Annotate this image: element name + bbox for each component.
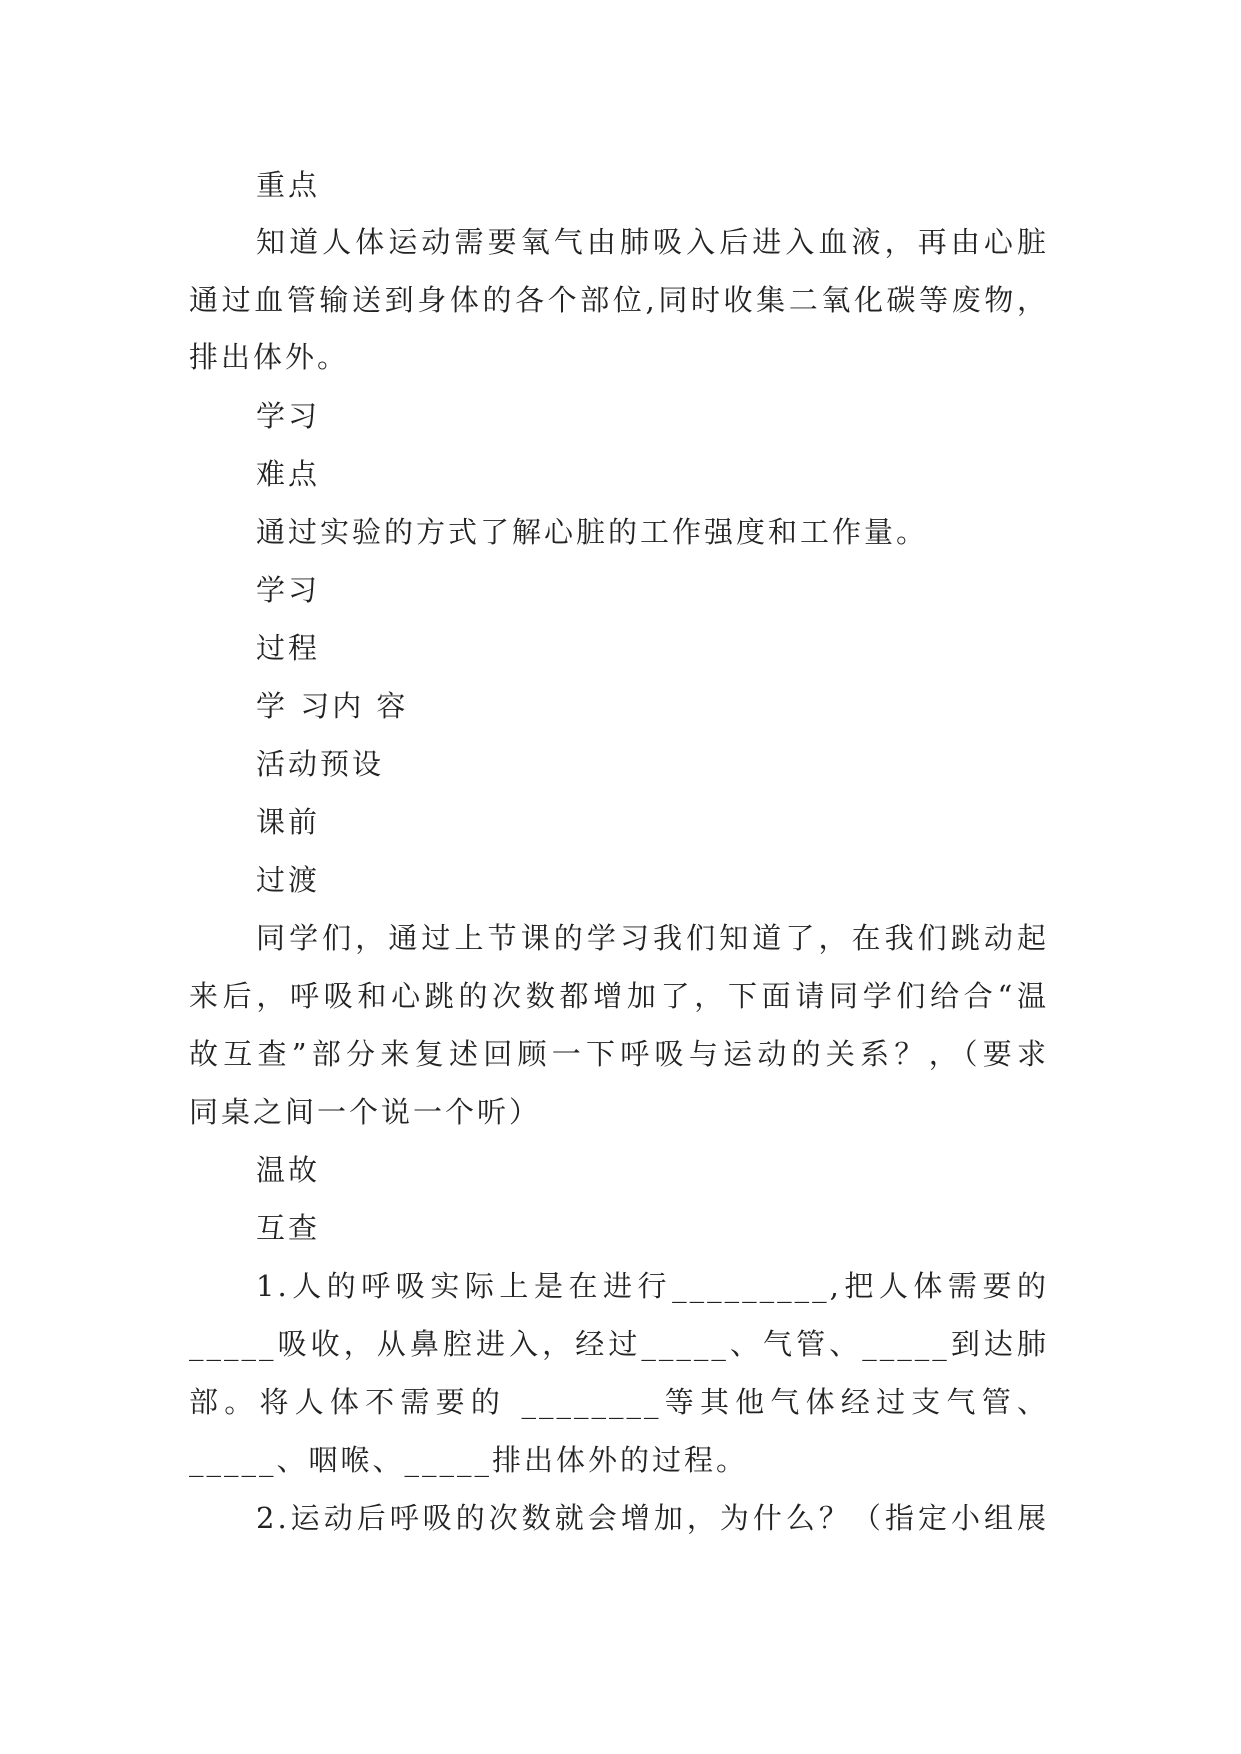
heading-nandian: 难点: [256, 457, 321, 491]
heading-xuexi: 学习: [256, 573, 321, 607]
heading-keqian: 课前: [256, 805, 321, 839]
paragraph-line: 排出体外。: [189, 340, 350, 374]
paragraph-line: 同桌之间一个说一个听）: [189, 1095, 542, 1129]
heading-wengu: 温故: [256, 1153, 321, 1187]
heading-huodong-yushe: 活动预设: [256, 747, 385, 781]
paragraph-line: 故互查”部分来复述回顾一下呼吸与运动的关系？，（要求: [189, 1037, 1049, 1071]
question-line: 部。将人体不需要的 ________等其他气体经过支气管、: [189, 1385, 1049, 1419]
heading-xuexi: 学习: [256, 399, 321, 433]
question-line: 1.人的呼吸实际上是在进行_________,把人体需要的: [256, 1269, 1049, 1303]
heading-guocheng: 过程: [256, 631, 321, 665]
paragraph-line: 知道人体运动需要氧气由肺吸入后进入血液，再由心脏: [256, 225, 1049, 259]
heading-zhongdian: 重点: [256, 168, 321, 202]
question-line: _____吸收，从鼻腔进入，经过_____、气管、_____到达肺: [189, 1327, 1049, 1361]
question-line: _____、咽喉、_____排出体外的过程。: [189, 1443, 749, 1477]
heading-guodu: 过渡: [256, 863, 321, 897]
heading-hucha: 互查: [256, 1211, 321, 1245]
paragraph-line: 同学们，通过上节课的学习我们知道了，在我们跳动起: [256, 921, 1049, 955]
question-line: 2.运动后呼吸的次数就会增加，为什么？（指定小组展: [256, 1501, 1049, 1535]
paragraph-line: 通过血管输送到身体的各个部位,同时收集二氧化碳等废物，: [189, 283, 1049, 317]
paragraph-line: 通过实验的方式了解心脏的工作强度和工作量。: [256, 515, 929, 549]
heading-xuexi-neirong: 学 习内 容: [256, 689, 409, 723]
paragraph-line: 来后，呼吸和心跳的次数都增加了，下面请同学们给合“温: [189, 979, 1049, 1013]
